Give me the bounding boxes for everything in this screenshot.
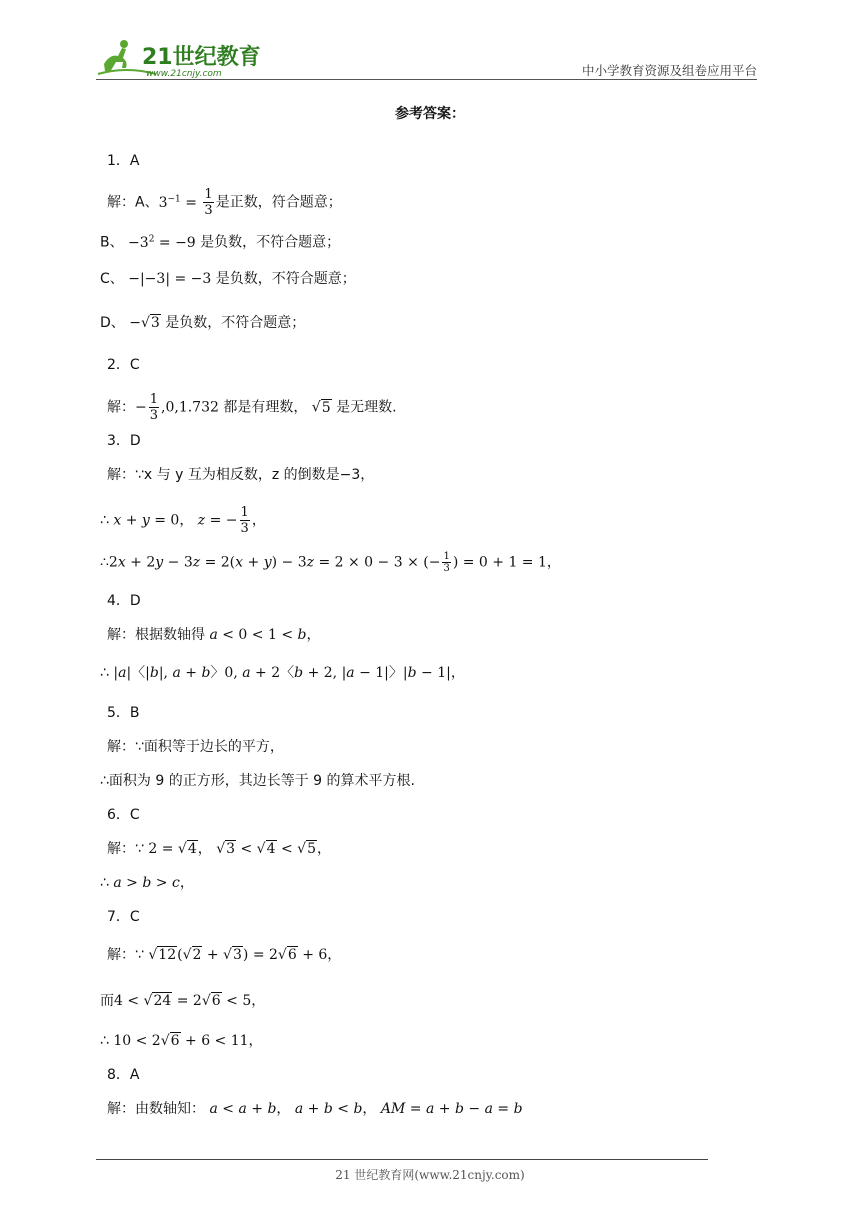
answer-6-line-1: 解：∵ 2 = √4， √3 < √4 < √5，	[107, 841, 332, 857]
answer-8-line-1: 解：由数轴知： a < a + b， a + b < b， AM = a + b − a = b	[107, 1101, 523, 1117]
page-title: 参考答案：	[395, 106, 465, 122]
answer-3-line-3: ∴2x + 2y − 3z = 2(x + y) − 3z = 2 × 0 − 3 × (− $\frac{1}{3}$ ) = 0 + 1 = 1，	[100, 551, 561, 574]
site-logo	[96, 34, 266, 80]
answer-5-line-2: ∴面积为 9 的正方形，其边长等于 9 的算术平方根.	[100, 773, 415, 789]
logo-text: 21世纪教育	[142, 45, 261, 70]
answer-2-label: 2．C	[107, 357, 140, 373]
answer-7-line-1: 解：∵ √12(√2 + √3) = 2√6 + 6，	[107, 947, 342, 963]
answer-3-label: 3．D	[107, 433, 141, 449]
answer-1-line-d: D、 −√3 是负数，不符合题意；	[100, 315, 306, 331]
answer-3-line-2: ∴ x + y = 0， z = − $\frac{1}{3}$ ，	[100, 505, 266, 536]
answer-4-line-2: ∴ |a|〈|b|, a + b〉0, a + 2〈b + 2, |a − 1|〉|b − 1|，	[100, 665, 465, 681]
answer-3-line-1: 解：∵x 与 y 互为相反数，z 的倒数是−3，	[107, 467, 375, 483]
answer-2-line: 解：− $\frac{1}{3}$ ,0,1.732 都是有理数， √5 是无理数.	[107, 392, 397, 423]
footer-divider	[96, 1159, 708, 1160]
logo-url: www.21cnjy.com	[146, 69, 222, 79]
header-platform-text: 中小学教育资源及组卷应用平台	[581, 63, 757, 78]
answer-7-line-2: 而4 < √24 = 2√6 < 5，	[100, 993, 266, 1009]
answer-5-label: 5．B	[107, 705, 140, 721]
answer-4-label: 4．D	[107, 593, 141, 609]
answer-1-line-c: C、 −|−3| = −3 是负数，不符合题意；	[100, 271, 356, 287]
answer-1-line-a: 解：A、$3^{-1}$ = $\frac{1}{3}$ 是正数，符合题意；	[107, 187, 342, 218]
answer-7-line-3: ∴ 10 < 2√6 + 6 < 11，	[100, 1033, 263, 1049]
answer-4-line-1: 解：根据数轴得 a < 0 < 1 < b，	[107, 627, 321, 643]
header-divider	[96, 79, 757, 80]
answer-1-label: 1．A	[107, 153, 140, 169]
answer-1-line-b: B、 $-3^2 = -9$ 是负数，不符合题意；	[100, 234, 341, 251]
answer-5-line-1: 解：∵面积等于边长的平方，	[107, 739, 284, 755]
answer-6-line-2: ∴ a > b > c，	[100, 875, 194, 891]
footer-text[interactable]: 21 世纪教育网(www.21cnjy.com)	[335, 1168, 525, 1182]
answer-7-label: 7．C	[107, 909, 140, 925]
answer-6-label: 6．C	[107, 807, 140, 823]
answer-8-label: 8．A	[107, 1067, 140, 1083]
